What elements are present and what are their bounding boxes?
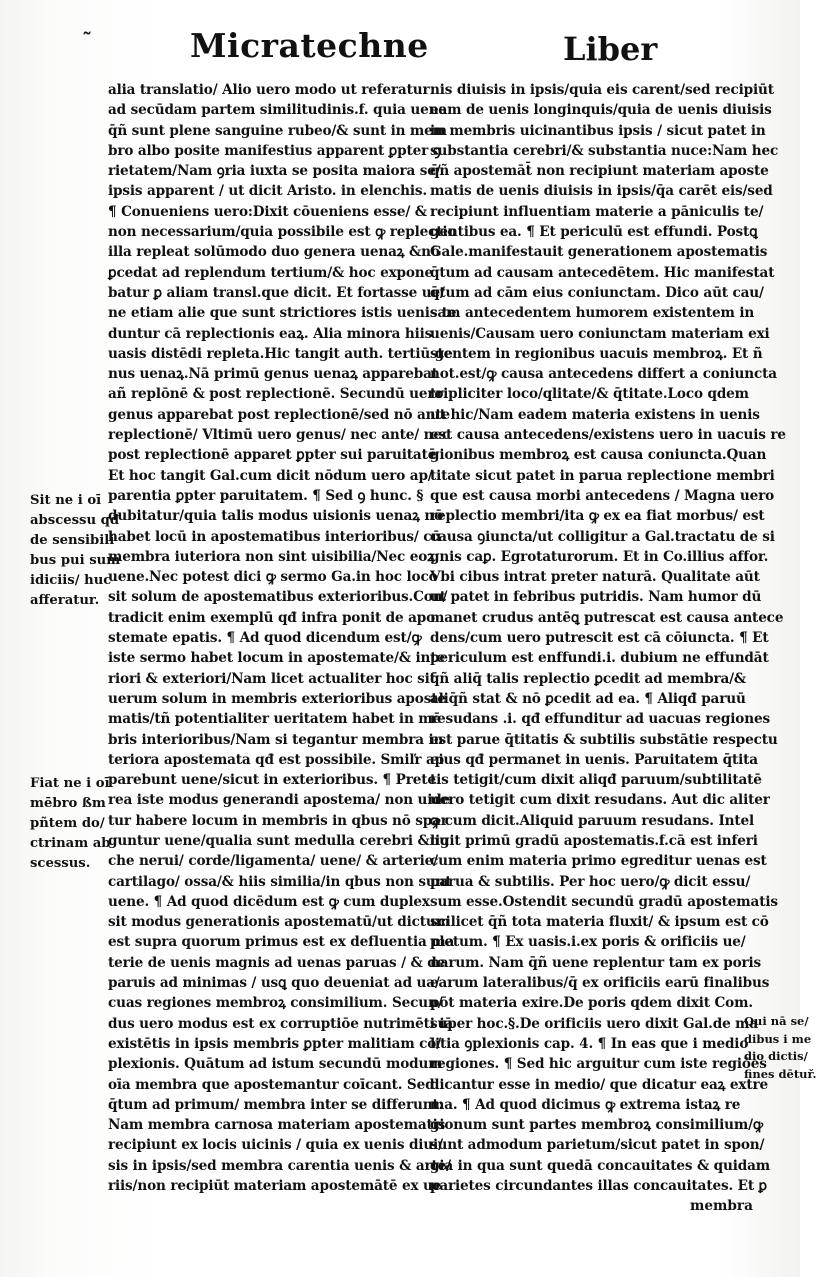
text-line: gionibus membroꝝ est causa coniuncta.Quan <box>430 447 767 464</box>
text-line: terie de uenis magnis ad uenas paruas / & de <box>108 954 446 971</box>
text-line: bris interioribus/Nam si tegantur membra in <box>108 731 444 748</box>
text-line: in membris uicinantibus ipsis / sicut patet in <box>430 122 766 139</box>
text-line: post replectionē apparet ꝑpter sui paruitatē <box>108 447 437 464</box>
margin-note-line: idiciis/ huc <box>30 573 112 588</box>
margin-note-abscess-member <box>30 774 111 874</box>
text-line: ma. ¶ Ad quod dicimus ꝙ extrema istaꝝ re <box>430 1096 741 1113</box>
margin-note-line: ctrinam ab <box>30 836 111 851</box>
text-line: litia ꝯplexionis cap. 4. ¶ In eas que i medio <box>430 1035 749 1052</box>
text-line: ut hic/Nam eadem materia existens in uenis <box>430 406 760 423</box>
text-line: habet locū in apostematibus interioribus/ cū <box>108 528 442 545</box>
text-line: rea iste modus generandi apostema/ non uide <box>108 792 451 809</box>
text-line: tradicit enim exemplū qđ infra ponit de apo <box>108 609 436 626</box>
margin-note-line: pñtem do/ <box>30 816 105 831</box>
text-line: tis tetigit/cum dixit aliqđ paruum/subtilitatē <box>430 772 762 789</box>
text-line: aliq̄ñ stat & nō ꝑcedit ad ea. ¶ Aliqđ paruū <box>430 690 746 707</box>
text-line: cuas regiones membroꝝ consimilium. Secun/ <box>108 995 443 1012</box>
margin-note-line: bus pui sum <box>30 553 121 568</box>
text-line: parua & subtilis. Per hoc uero/ꝙ dicit essu/ <box>430 873 751 890</box>
text-line: ꝙ cum dicit.Aliquid paruum resudans. Intel <box>430 812 755 829</box>
margin-note-line: Fiat ne i oī <box>30 776 110 791</box>
text-line: batur ꝑ aliam transl.que dicit. Et fortasse ue/ <box>108 284 445 301</box>
running-title: Micratechne <box>190 26 429 65</box>
text-line: sum esse.Ostendit secundū gradū apostematis <box>430 893 778 910</box>
text-line: cartilago/ ossa/& hiis similia/in qbus non sunt <box>108 873 452 890</box>
text-line: matis de uenis diuisis in ipsis/q̄a carēt eis/sed <box>430 183 773 200</box>
text-line: est causa antecedens/existens uero in uacuis re <box>430 427 786 444</box>
margin-note-line: dibus i me <box>744 1031 812 1046</box>
text-line: matis/tñ potentialiter ueritatem habet in mē <box>108 711 441 728</box>
margin-note-line: mēbro ßm <box>30 796 106 811</box>
text-line: uene.Nec potest dici ꝙ sermo Ga.in hoc loco <box>108 569 438 586</box>
text-line: alia translatio/ Alio uero modo ut referatur <box>108 82 430 98</box>
text-line: gionum sunt partes membroꝝ consimilium/ꝙ <box>430 1117 763 1134</box>
text-line: ut patet in febribus putridis. Nam humor dū <box>430 589 762 606</box>
text-line: Nam membra carnosa materiam apostematis <box>108 1117 446 1134</box>
text-line: nis diuisis in ipsis/quia eis carent/sed recipiūt <box>430 82 774 98</box>
text-line: gentibus ea. ¶ Et periculū est effundi. Postꝗ <box>430 224 758 241</box>
text-line: non necessarium/quia possibile est ꝙ replectio <box>108 224 457 241</box>
text-line: dus uero modus est ex corruptiōe nutrimēti iā <box>108 1015 454 1032</box>
text-line: uerum solum in membris exterioribus aposte <box>108 690 446 707</box>
margin-note-abscess-sense <box>30 491 120 611</box>
text-line: Gale.manifestauit generationem apostematis <box>430 244 768 261</box>
text-line: ꝑcedat ad replendum tertium/& hoc expone <box>108 264 434 281</box>
text-line: parentia ꝑpter paruitatem. ¶ Sed ꝯ hunc. § <box>108 487 424 504</box>
text-line: stentem in regionibus uacuis membroꝝ. Et ñ <box>430 345 763 362</box>
text-line: periculum est enffundi.i. dubium ne effundāt <box>430 650 769 667</box>
text-line: que est causa morbi antecedens / Magna uero <box>430 487 775 504</box>
text-line: earum lateralibus/q̄ ex orificiis earū finalibus <box>430 975 770 992</box>
text-line: q̄ñ sunt plene sanguine rubeo/& sunt in mem <box>108 122 447 139</box>
text-line: ne etiam alie que sunt strictiores istis uenis te <box>108 305 457 322</box>
text-line: paruis ad minimas / usꝗ quo deueniat ad ua/ <box>108 975 440 992</box>
text-line: pōt materia exire.De poris qdem dixit Com. <box>430 995 753 1012</box>
text-line: replectio membri/ita ꝙ ex ea fiat morbus/ est <box>430 508 765 525</box>
text-line: est parue q̄titatis & subtilis substātie respectu <box>430 731 778 748</box>
text-line: membra iuteriora non sint uisibilia/Nec eoꝝ <box>108 548 435 565</box>
text-line: q̄tum ad primum/ membra inter se differunt: <box>108 1096 444 1113</box>
text-line: not.est/ꝙ causa antecedens differt a coniuncta <box>430 366 777 383</box>
margin-note-line: afferatur. <box>30 593 100 608</box>
text-line: uene. ¶ Ad quod dicēdum est ꝙ cum duplex <box>108 893 430 910</box>
margin-note-line: de sensibili <box>30 533 115 548</box>
text-line: rietatem/Nam ꝯria iuxta se posita maiora se/ <box>108 163 441 180</box>
text-line: cum enim materia primo egreditur uenas est <box>430 853 767 870</box>
text-line: bro albo posite manifestius apparent ꝑpter ꝯ <box>108 142 441 159</box>
text-line: q̄ñ aliq̄ talis replectio ꝑcedit ad membra/& <box>430 670 747 687</box>
text-line: causa ꝯiuncta/ut colligitur a Gal.tractatu de si <box>430 528 775 545</box>
text-line: q̄tum ad cām eius coniunctam. Dico aūt cau/ <box>430 284 764 301</box>
text-line: sit solum de apostematibus exterioribus.Con/ <box>108 589 448 606</box>
text-line: gnis caꝑ. Egrotaturorum. Et in Co.illius affor. <box>430 548 769 565</box>
text-line: titate sicut patet in parua replectione membri <box>430 467 775 484</box>
text-line: ligit primū gradū apostematis.f.cā est inferi <box>430 832 758 849</box>
left-text-column <box>108 80 457 1196</box>
text-line: ipsis apparent / ut dicit Aristo. in elenchis. <box>108 183 427 200</box>
text-line: est supra quorum primus est ex defluentia ma <box>108 934 455 951</box>
text-line: gia in qua sunt quedā concauitates & quidam <box>430 1157 770 1174</box>
text-line: uenis/Causam uero coniunctam materiam exi <box>430 325 770 342</box>
text-line: eius qđ permanet in uenis. Paruitatem q̄tita <box>430 751 758 768</box>
text-line: riori & exteriori/Nam licet actualiter hoc sit <box>108 670 436 687</box>
text-line: existētis in ipsis membris ꝑpter malitiam cō/ <box>108 1035 442 1052</box>
text-line: sis in ipsis/sed membra carentia uenis & arte/ <box>108 1157 451 1174</box>
text-line: pletum. ¶ Ex uasis.i.ex poris & orificiis ue/ <box>430 934 746 951</box>
margin-note-line: Sit ne i oī <box>30 493 102 508</box>
text-line: resudans .i. qđ effunditur ad uacuas regiones <box>430 711 770 728</box>
text-line: iste sermo habet locum in apostemate/& inte <box>108 650 445 667</box>
text-line: plexionis. Quātum ad istum secundū modum <box>108 1056 443 1073</box>
text-line: tur habere locum in membris in qbus nō spar <box>108 812 448 829</box>
text-line: recipiunt influentiam materie a pāniculis te/ <box>430 203 764 220</box>
text-line: substantia cerebri/& substantia nuce:Nam hec <box>430 142 779 159</box>
text-line: q̄ñ apostemāt̄ non recipiunt materiam aposte <box>430 163 769 180</box>
corner-mark: ˜ <box>82 28 92 52</box>
text-line: Vbi cibus intrat preter naturā. Qualitate aūt <box>430 569 760 586</box>
text-line: Et hoc tangit Gal.cum dicit nōdum uero ap/ <box>108 467 433 484</box>
text-line: regiones. ¶ Sed hic arguitur cum iste regiōes <box>430 1056 767 1073</box>
text-line: illa repleat solūmodo duo genera uenaꝝ &nō <box>108 244 440 261</box>
text-line: q̄tum ad causam antecedētem. Hic manifestat <box>430 264 775 281</box>
text-line: narum. Nam q̄ñ uene replentur tam ex poris <box>430 954 762 971</box>
text-line: sunt admodum parietum/sicut patet in spon/ <box>430 1137 765 1154</box>
margin-note-line: scessus. <box>30 856 91 871</box>
text-line: replectionē/ Vltimū uero genus/ nec ante/ nec <box>108 427 450 444</box>
margin-note-line: fines dētuř. <box>744 1066 817 1081</box>
text-line: scilicet q̄ñ tota materia fluxit/ & ipsum est cō <box>430 914 769 931</box>
text-line: stemate epatis. ¶ Ad quod dicendum est/ꝙ <box>108 630 422 647</box>
text-line: super hoc.§.De orificiis uero dixit Gal.de ma <box>430 1015 759 1032</box>
text-line: recipiunt ex locis uicinis / quia ex uenis diui/ <box>108 1137 443 1154</box>
text-line: guntur uene/qualia sunt medulla cerebri &nu <box>108 832 450 849</box>
text-line: nus uenaꝝ.Nā primū genus uenaꝝ apparebat <box>108 366 438 383</box>
text-line: che nerui/ corde/ligamenta/ uene/ & arterie/ <box>108 853 438 870</box>
margin-note-line: Qui nā se/ <box>744 1014 809 1028</box>
text-line: teriora apostemata qđ est possibile. Smiľr ap <box>108 751 445 768</box>
text-line: uero tetigit cum dixit resudans. Aut dic aliter <box>430 792 770 809</box>
text-line: sit modus generationis apostematū/ut dictum <box>108 914 450 931</box>
margin-note-line: abscessu qđ <box>30 513 120 528</box>
text-line: uasis distēdi repleta.Hic tangit auth. tertiū ge <box>108 345 453 362</box>
text-line: genus apparebat post replectionē/sed nō ante <box>108 406 450 423</box>
text-line: eam de uenis longinquis/quia de uenis diuisis <box>430 102 772 119</box>
text-line: ¶ Conueniens uero:Dixit cōueniens esse/ & <box>108 203 427 220</box>
text-line: sam antecedentem humorem existentem in <box>430 305 755 322</box>
text-line: parietes circundantes illas concauitates. Et ꝑ <box>430 1178 768 1195</box>
margin-note-middle-seats <box>744 1013 817 1083</box>
text-line: riis/non recipiūt materiam apostemātē ex ue <box>108 1178 442 1195</box>
catchword: membra <box>690 1198 753 1214</box>
text-line: duntur cā replectionis eaꝝ. Alia minora hiis <box>108 325 433 342</box>
text-line: dens/cum uero putrescit est cā cōiuncta. ¶ Et <box>430 630 769 647</box>
text-line: tripliciter loco/qlitate/& q̄titate.Loco qdem <box>430 386 749 403</box>
text-line: ad secūdam partem similitudinis.f. quia uene <box>108 102 447 119</box>
text-line: parebunt uene/sicut in exterioribus. ¶ Prete <box>108 772 436 789</box>
margin-note-line: dio dictis/ <box>744 1049 808 1063</box>
text-line: oīa membra que apostemantur coīcant. Sed <box>108 1076 435 1093</box>
text-line: manet crudus antēꝗ putrescat est causa antece <box>430 609 784 626</box>
text-line: dubitatur/quia talis modus uisionis uenaꝝ nō <box>108 508 444 525</box>
text-line: añ replōnē & post replectionē. Secundū uero <box>108 386 444 403</box>
text-line: dicantur esse in medio/ que dicatur eaꝝ extre <box>430 1076 768 1093</box>
running-book-label: Liber <box>563 30 658 68</box>
